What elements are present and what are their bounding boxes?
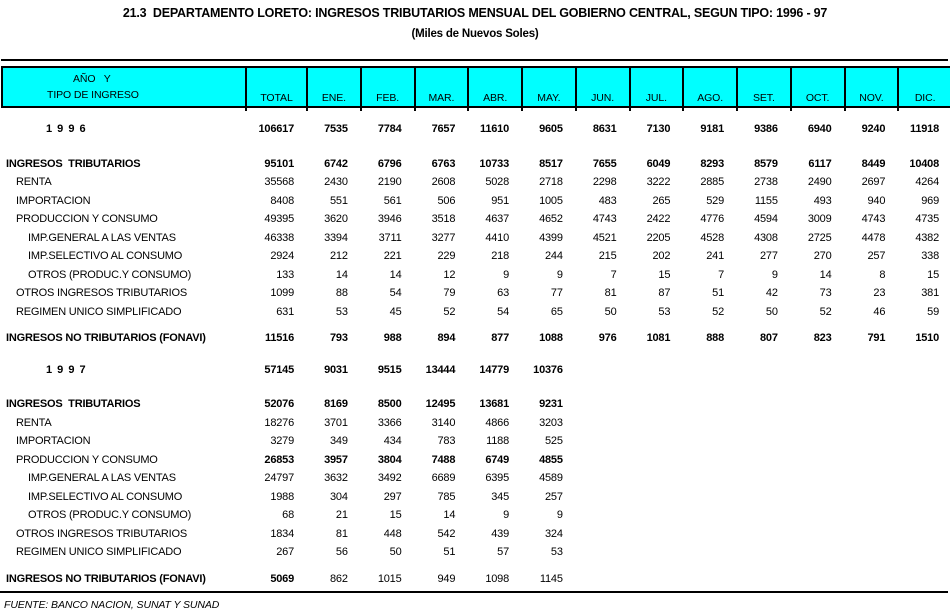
row-label: IMP.GENERAL A LAS VENTAS <box>28 231 176 244</box>
table-row <box>1 570 949 589</box>
cell-month: 4589 <box>539 472 563 485</box>
cell-month: 14779 <box>479 363 509 376</box>
cell-month: 9031 <box>324 363 348 376</box>
cell-month: 1188 <box>486 435 509 448</box>
cell-month: 241 <box>706 250 724 263</box>
source-note: FUENTE: BANCO NACION, SUNAT Y SUNAD <box>4 599 220 611</box>
cell-month: 888 <box>706 332 724 345</box>
cell-month: 4652 <box>539 213 563 226</box>
cell-month: 52 <box>443 305 456 318</box>
cell-month: 8449 <box>861 157 886 170</box>
cell-month: 8 <box>879 268 886 281</box>
cell-month: 3277 <box>431 231 456 244</box>
table-header <box>1 66 950 108</box>
cell-month: 7535 <box>324 123 348 136</box>
cell-month: 81 <box>604 287 617 300</box>
cell-month: 807 <box>759 332 778 345</box>
cell-month: 23 <box>873 287 886 300</box>
cell-total: 8408 <box>270 194 294 207</box>
cell-month: 1098 <box>485 572 509 585</box>
column-header: ABR. <box>467 68 521 111</box>
cell-month: 381 <box>921 287 939 300</box>
cell-month: 15 <box>658 268 671 281</box>
cell-month: 257 <box>544 490 563 503</box>
row-label: INGRESOS TRIBUTARIOS <box>6 398 141 411</box>
cell-month: 324 <box>544 527 563 540</box>
column-header: TOTAL <box>245 68 306 111</box>
cell-total: 631 <box>276 305 294 318</box>
cell-month: 7 <box>610 268 617 281</box>
table-row <box>1 395 949 414</box>
cell-month: 63 <box>497 287 509 300</box>
cell-month: 940 <box>867 194 886 207</box>
cell-month: 65 <box>550 305 563 318</box>
cell-month: 4410 <box>485 231 509 244</box>
cell-total: 106617 <box>258 123 294 136</box>
cell-month: 823 <box>813 332 832 345</box>
cell-month: 244 <box>544 250 563 263</box>
table-row <box>1 451 949 470</box>
cell-month: 54 <box>497 305 509 318</box>
cell-month: 894 <box>437 332 456 345</box>
cell-month: 221 <box>383 250 402 263</box>
column-header: ENE. <box>306 68 360 111</box>
cell-month: 52 <box>819 305 832 318</box>
cell-month: 15 <box>389 509 402 522</box>
table-row <box>1 155 949 174</box>
cell-month: 13681 <box>479 398 509 411</box>
cell-month: 785 <box>437 490 456 503</box>
cell-month: 77 <box>550 287 563 300</box>
table-row <box>1 229 949 248</box>
top-rule <box>1 59 948 61</box>
cell-month: 1145 <box>539 572 563 585</box>
cell-month: 215 <box>598 250 617 263</box>
cell-month: 9240 <box>861 123 886 136</box>
table-row <box>1 469 949 488</box>
cell-month: 6796 <box>377 157 402 170</box>
cell-total: 46338 <box>264 231 294 244</box>
cell-total: 95101 <box>264 157 294 170</box>
row-label: IMPORTACION <box>16 435 91 448</box>
cell-month: 45 <box>389 305 402 318</box>
cell-total: 1834 <box>270 527 294 540</box>
cell-month: 9 <box>503 268 509 281</box>
header-label-line1: AÑO Y <box>73 73 111 85</box>
table-row <box>1 525 949 544</box>
row-label: 1 9 9 7 <box>46 363 87 376</box>
cell-month: 4521 <box>592 231 617 244</box>
cell-month: 525 <box>544 435 563 448</box>
cell-total: 52076 <box>264 398 294 411</box>
table-row <box>1 266 949 285</box>
cell-month: 4776 <box>700 213 724 226</box>
cell-month: 3394 <box>324 231 348 244</box>
cell-month: 73 <box>819 287 832 300</box>
column-header: MAR. <box>414 68 468 111</box>
cell-month: 7130 <box>646 123 671 136</box>
cell-month: 506 <box>437 194 456 207</box>
cell-month: 4735 <box>915 213 939 226</box>
cell-month: 202 <box>652 250 671 263</box>
cell-month: 6049 <box>646 157 671 170</box>
cell-month: 21 <box>335 509 348 522</box>
cell-month: 8169 <box>324 398 348 411</box>
cell-month: 4382 <box>915 231 939 244</box>
column-header: NOV. <box>844 68 898 111</box>
cell-month: 7655 <box>592 157 617 170</box>
cell-month: 10408 <box>909 157 939 170</box>
cell-month: 434 <box>383 435 402 448</box>
row-label: OTROS (PRODUC.Y CONSUMO) <box>28 268 192 281</box>
row-label: OTROS INGRESOS TRIBUTARIOS <box>16 287 188 300</box>
cell-month: 951 <box>491 194 509 207</box>
cell-month: 7784 <box>377 123 402 136</box>
cell-month: 439 <box>491 527 509 540</box>
table-row <box>1 303 949 322</box>
cell-month: 13444 <box>425 363 456 376</box>
table-row <box>1 120 949 139</box>
cell-month: 14 <box>443 509 456 522</box>
cell-month: 3701 <box>324 416 348 429</box>
cell-month: 79 <box>443 287 456 300</box>
cell-month: 877 <box>491 332 509 345</box>
cell-month: 2190 <box>377 176 402 189</box>
cell-month: 529 <box>706 194 724 207</box>
cell-month: 791 <box>867 332 886 345</box>
cell-month: 304 <box>329 490 348 503</box>
cell-total: 133 <box>276 268 294 281</box>
cell-month: 493 <box>813 194 832 207</box>
cell-month: 1015 <box>377 572 402 585</box>
cell-month: 1081 <box>646 332 671 345</box>
cell-month: 3804 <box>377 453 402 466</box>
table-row <box>1 543 949 562</box>
cell-month: 229 <box>437 250 456 263</box>
cell-month: 2885 <box>700 176 724 189</box>
column-header: JUL. <box>629 68 683 111</box>
cell-month: 9231 <box>539 398 563 411</box>
table-row <box>1 432 949 451</box>
cell-month: 349 <box>329 435 348 448</box>
cell-month: 59 <box>927 305 939 318</box>
cell-month: 42 <box>765 287 778 300</box>
cell-month: 3957 <box>324 453 348 466</box>
page-title: 21.3 DEPARTAMENTO LORETO: INGRESOS TRIBUTARIOS MENSUAL DEL GOBIERNO CENTRAL, SEGUN TIPO: 1996 - 97 <box>122 6 828 20</box>
cell-month: 3222 <box>646 176 671 189</box>
cell-month: 265 <box>652 194 671 207</box>
cell-month: 4528 <box>700 231 724 244</box>
cell-month: 53 <box>658 305 671 318</box>
row-label: REGIMEN UNICO SIMPLIFICADO <box>16 305 182 318</box>
cell-total: 5069 <box>270 572 294 585</box>
cell-month: 4478 <box>861 231 886 244</box>
cell-month: 345 <box>491 490 509 503</box>
cell-month: 3203 <box>539 416 563 429</box>
cell-month: 6395 <box>485 472 509 485</box>
row-label: RENTA <box>16 176 52 189</box>
cell-month: 51 <box>443 546 456 559</box>
cell-month: 53 <box>550 546 563 559</box>
row-label: REGIMEN UNICO SIMPLIFICADO <box>16 546 182 559</box>
column-header: DIC. <box>897 68 950 111</box>
cell-month: 561 <box>383 194 402 207</box>
cell-month: 6742 <box>324 157 348 170</box>
cell-month: 2738 <box>754 176 778 189</box>
column-header: OCT. <box>790 68 844 111</box>
table-row <box>1 210 949 229</box>
cell-month: 338 <box>921 250 939 263</box>
cell-month: 277 <box>759 250 778 263</box>
bottom-rule <box>0 591 948 593</box>
cell-month: 3518 <box>431 213 456 226</box>
cell-month: 54 <box>389 287 402 300</box>
cell-month: 8631 <box>592 123 617 136</box>
column-header: MAY. <box>521 68 575 111</box>
row-label: IMPORTACION <box>16 194 91 207</box>
row-label: PRODUCCION Y CONSUMO <box>16 213 158 226</box>
cell-month: 11918 <box>910 123 939 136</box>
cell-month: 3946 <box>377 213 402 226</box>
cell-month: 4308 <box>754 231 778 244</box>
cell-month: 4855 <box>539 453 563 466</box>
cell-month: 2718 <box>539 176 563 189</box>
cell-month: 2608 <box>431 176 456 189</box>
cell-month: 1510 <box>915 332 939 345</box>
cell-month: 53 <box>335 305 348 318</box>
cell-total: 24797 <box>264 472 294 485</box>
cell-total: 1988 <box>270 490 294 503</box>
cell-month: 8579 <box>754 157 778 170</box>
cell-month: 7657 <box>431 123 456 136</box>
header-label-cell <box>3 68 245 111</box>
column-header: FEB. <box>360 68 414 111</box>
cell-month: 46 <box>873 305 886 318</box>
cell-month: 6689 <box>431 472 456 485</box>
cell-month: 81 <box>335 527 348 540</box>
cell-month: 14 <box>819 268 832 281</box>
cell-total: 26853 <box>264 453 294 466</box>
cell-month: 5028 <box>485 176 509 189</box>
cell-month: 56 <box>335 546 348 559</box>
column-header: JUN. <box>575 68 629 111</box>
row-label: INGRESOS TRIBUTARIOS <box>6 157 141 170</box>
cell-month: 862 <box>329 572 348 585</box>
cell-month: 3492 <box>377 472 402 485</box>
table-row <box>1 284 949 303</box>
cell-total: 11516 <box>265 332 294 345</box>
page-subtitle: (Miles de Nuevos Soles) <box>411 28 539 40</box>
cell-month: 3632 <box>324 472 348 485</box>
cell-month: 15 <box>927 268 939 281</box>
cell-month: 218 <box>491 250 509 263</box>
cell-month: 212 <box>329 250 348 263</box>
cell-month: 88 <box>335 287 348 300</box>
row-label: IMP.SELECTIVO AL CONSUMO <box>28 490 183 503</box>
cell-month: 14 <box>335 268 348 281</box>
cell-month: 8500 <box>377 398 402 411</box>
cell-month: 12 <box>443 268 456 281</box>
cell-month: 4637 <box>485 213 509 226</box>
cell-month: 3711 <box>378 231 402 244</box>
cell-month: 270 <box>813 250 832 263</box>
cell-month: 50 <box>389 546 402 559</box>
cell-month: 3009 <box>807 213 832 226</box>
row-label: RENTA <box>16 416 52 429</box>
cell-month: 9 <box>771 268 778 281</box>
column-header: AGO. <box>682 68 736 111</box>
cell-month: 793 <box>329 332 348 345</box>
row-label: INGRESOS NO TRIBUTARIOS (FONAVI) <box>6 572 206 585</box>
cell-month: 9 <box>503 509 509 522</box>
row-label: IMP.GENERAL A LAS VENTAS <box>28 472 176 485</box>
cell-month: 2205 <box>646 231 671 244</box>
cell-month: 9181 <box>700 123 724 136</box>
cell-month: 12495 <box>425 398 456 411</box>
cell-total: 18276 <box>264 416 294 429</box>
cell-month: 6940 <box>807 123 832 136</box>
cell-month: 4264 <box>915 176 939 189</box>
cell-month: 4743 <box>861 213 886 226</box>
table-row <box>1 192 949 211</box>
cell-month: 10733 <box>479 157 509 170</box>
cell-month: 448 <box>383 527 402 540</box>
cell-month: 3140 <box>431 416 456 429</box>
cell-total: 267 <box>276 546 294 559</box>
cell-month: 14 <box>389 268 402 281</box>
cell-month: 976 <box>598 332 617 345</box>
cell-month: 6117 <box>808 157 832 170</box>
cell-month: 8293 <box>700 157 724 170</box>
row-label: OTROS INGRESOS TRIBUTARIOS <box>16 527 188 540</box>
cell-month: 9386 <box>754 123 778 136</box>
cell-month: 483 <box>598 194 617 207</box>
cell-month: 11610 <box>480 123 509 136</box>
cell-total: 1099 <box>270 287 294 300</box>
cell-month: 8517 <box>539 157 563 170</box>
cell-month: 51 <box>712 287 724 300</box>
cell-month: 9 <box>556 268 563 281</box>
row-label: OTROS (PRODUC.Y CONSUMO) <box>28 509 192 522</box>
table-body <box>1 107 949 588</box>
row-label: IMP.SELECTIVO AL CONSUMO <box>28 250 183 263</box>
cell-month: 7488 <box>431 453 456 466</box>
cell-month: 257 <box>867 250 886 263</box>
cell-total: 3279 <box>270 435 294 448</box>
cell-month: 988 <box>383 332 402 345</box>
cell-total: 57145 <box>264 363 294 376</box>
table-row <box>1 361 949 380</box>
cell-month: 1005 <box>539 194 563 207</box>
table-row <box>1 506 949 525</box>
cell-month: 6763 <box>431 157 456 170</box>
row-label: INGRESOS NO TRIBUTARIOS (FONAVI) <box>6 332 206 345</box>
cell-month: 6749 <box>485 453 509 466</box>
cell-month: 52 <box>712 305 724 318</box>
cell-month: 7 <box>718 268 724 281</box>
cell-month: 9605 <box>539 123 563 136</box>
column-header: SET. <box>736 68 790 111</box>
row-label: 1 9 9 6 <box>46 123 87 136</box>
cell-total: 35568 <box>264 176 294 189</box>
cell-month: 2725 <box>807 231 832 244</box>
cell-month: 2298 <box>592 176 617 189</box>
table-row <box>1 414 949 433</box>
table-row <box>1 329 949 348</box>
table-row <box>1 173 949 192</box>
table-row <box>1 488 949 507</box>
cell-month: 969 <box>921 194 939 207</box>
cell-month: 2422 <box>646 213 671 226</box>
cell-month: 542 <box>437 527 456 540</box>
cell-month: 50 <box>604 305 617 318</box>
cell-month: 4594 <box>754 213 778 226</box>
header-label-line2: TIPO DE INGRESO <box>47 89 139 101</box>
cell-month: 4866 <box>485 416 509 429</box>
cell-month: 4399 <box>539 231 563 244</box>
cell-month: 949 <box>437 572 456 585</box>
row-label: PRODUCCION Y CONSUMO <box>16 453 158 466</box>
cell-month: 551 <box>329 194 348 207</box>
cell-month: 3620 <box>324 213 348 226</box>
table-row <box>1 247 949 266</box>
cell-month: 783 <box>437 435 456 448</box>
cell-month: 4743 <box>592 213 617 226</box>
cell-total: 68 <box>282 509 294 522</box>
cell-month: 1155 <box>754 194 778 207</box>
cell-total: 2924 <box>270 250 294 263</box>
cell-month: 1088 <box>539 332 563 345</box>
cell-month: 57 <box>497 546 509 559</box>
cell-total: 49395 <box>264 213 294 226</box>
cell-month: 2490 <box>807 176 832 189</box>
cell-month: 297 <box>383 490 402 503</box>
cell-month: 9515 <box>377 363 402 376</box>
cell-month: 50 <box>765 305 778 318</box>
cell-month: 10376 <box>533 363 563 376</box>
cell-month: 87 <box>658 287 671 300</box>
cell-month: 2697 <box>861 176 886 189</box>
cell-month: 3366 <box>377 416 402 429</box>
cell-month: 2430 <box>324 176 348 189</box>
cell-month: 9 <box>556 509 563 522</box>
